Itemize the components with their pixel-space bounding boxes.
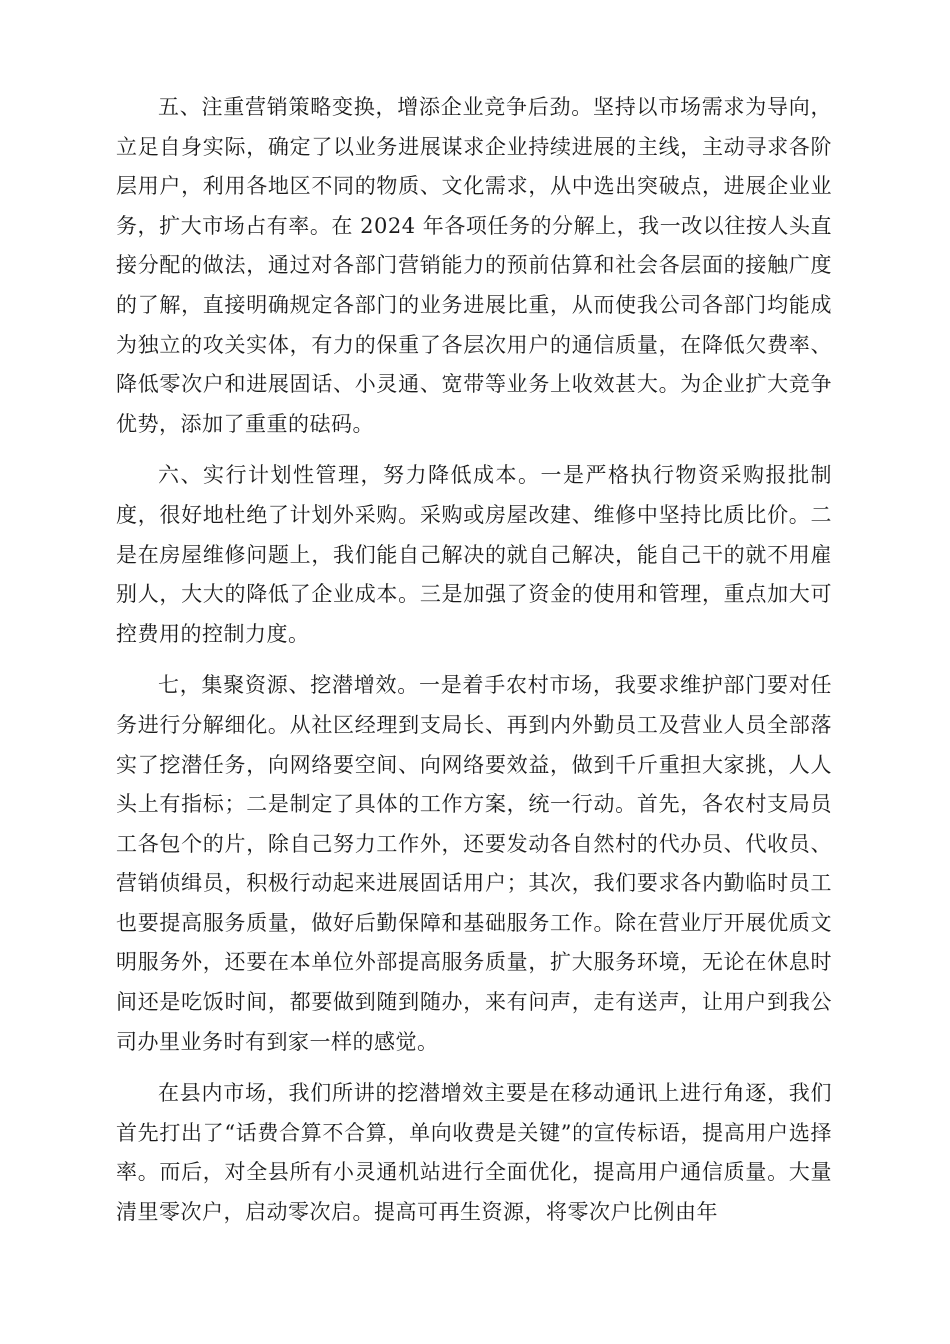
paragraph-cost-management: 六、实行计划性管理，努力降低成本。一是严格执行物资采购报批制度，很好地杜绝了计划外采购。采购或房屋改建、维修中坚持比质比价。二是在房屋维修问题上，我们能自己解决的就自己解决，能自己干的就不用雇别人，大大的降低了企业成本。三是加强了资金的使用和管理，重点加大可控费用的控制力度。 [116, 463, 832, 646]
paragraph-county-market: 在县内市场，我们所讲的挖潜增效主要是在移动通讯上进行角逐，我们首先打出了“话费合算不合算，单向收费是关键”的宣传标语，提高用户选择率。而后，对全县所有小灵通机站进行全面优化，提高用户通信质量。大量清里零次户，启动零次启。提高可再生资源，将零次户比例由年 [116, 1081, 832, 1225]
paragraph-resource-potential: 七，集聚资源、挖潜增效。一是着手农村市场，我要求维护部门要对任务进行分解细化。从社区经理到支局长、再到内外勤员工及营业人员全部落实了挖潜任务，向网络要空间、向网络要效益，做到千斤重担大家挑，人人头上有指标；二是制定了具体的工作方案，统一行动。首先，各农村支局员工各包个的片，除自己努力工作外，还要发动各自然村的代办员、代收员、营销侦缉员，积极行动起来进展固话用户；其次，我们要求各内勤临时员工也要提高服务质量，做好后勤保障和基础服务工作。除在营业厅开展优质文明服务外，还要在本单位外部提高服务质量，扩大服务环境，无论在休息时间还是吃饭时间，都要做到随到随办，来有问声，走有送声，让用户到我公司办里业务时有到家一样的感觉。 [116, 673, 832, 1054]
document-body [116, 88, 832, 1233]
paragraph-marketing-strategy: 五、注重营销策略变换，增添企业竞争后劲。坚持以市场需求为导向，立足自身实际，确定了以业务进展谋求企业持续进展的主线，主动寻求各阶层用户，利用各地区不同的物质、文化需求，从中选出突破点，进展企业业务，扩大市场占有率。在 2024 年各项任务的分解上，我一改以往按人头直接分配的做法，通过对各部门营销能力的预前估算和社会各层面的接触广度的了解，直接明确规定各部门的业务进展比重，从而使我公司各部门均能成为独立的攻关实体，有力的保重了各层次用户的通信质量，在降低欠费率、降低零次户和进展固话、小灵通、宽带等业务上收效甚大。为企业扩大竞争优势，添加了重重的砝码。 [116, 95, 832, 436]
